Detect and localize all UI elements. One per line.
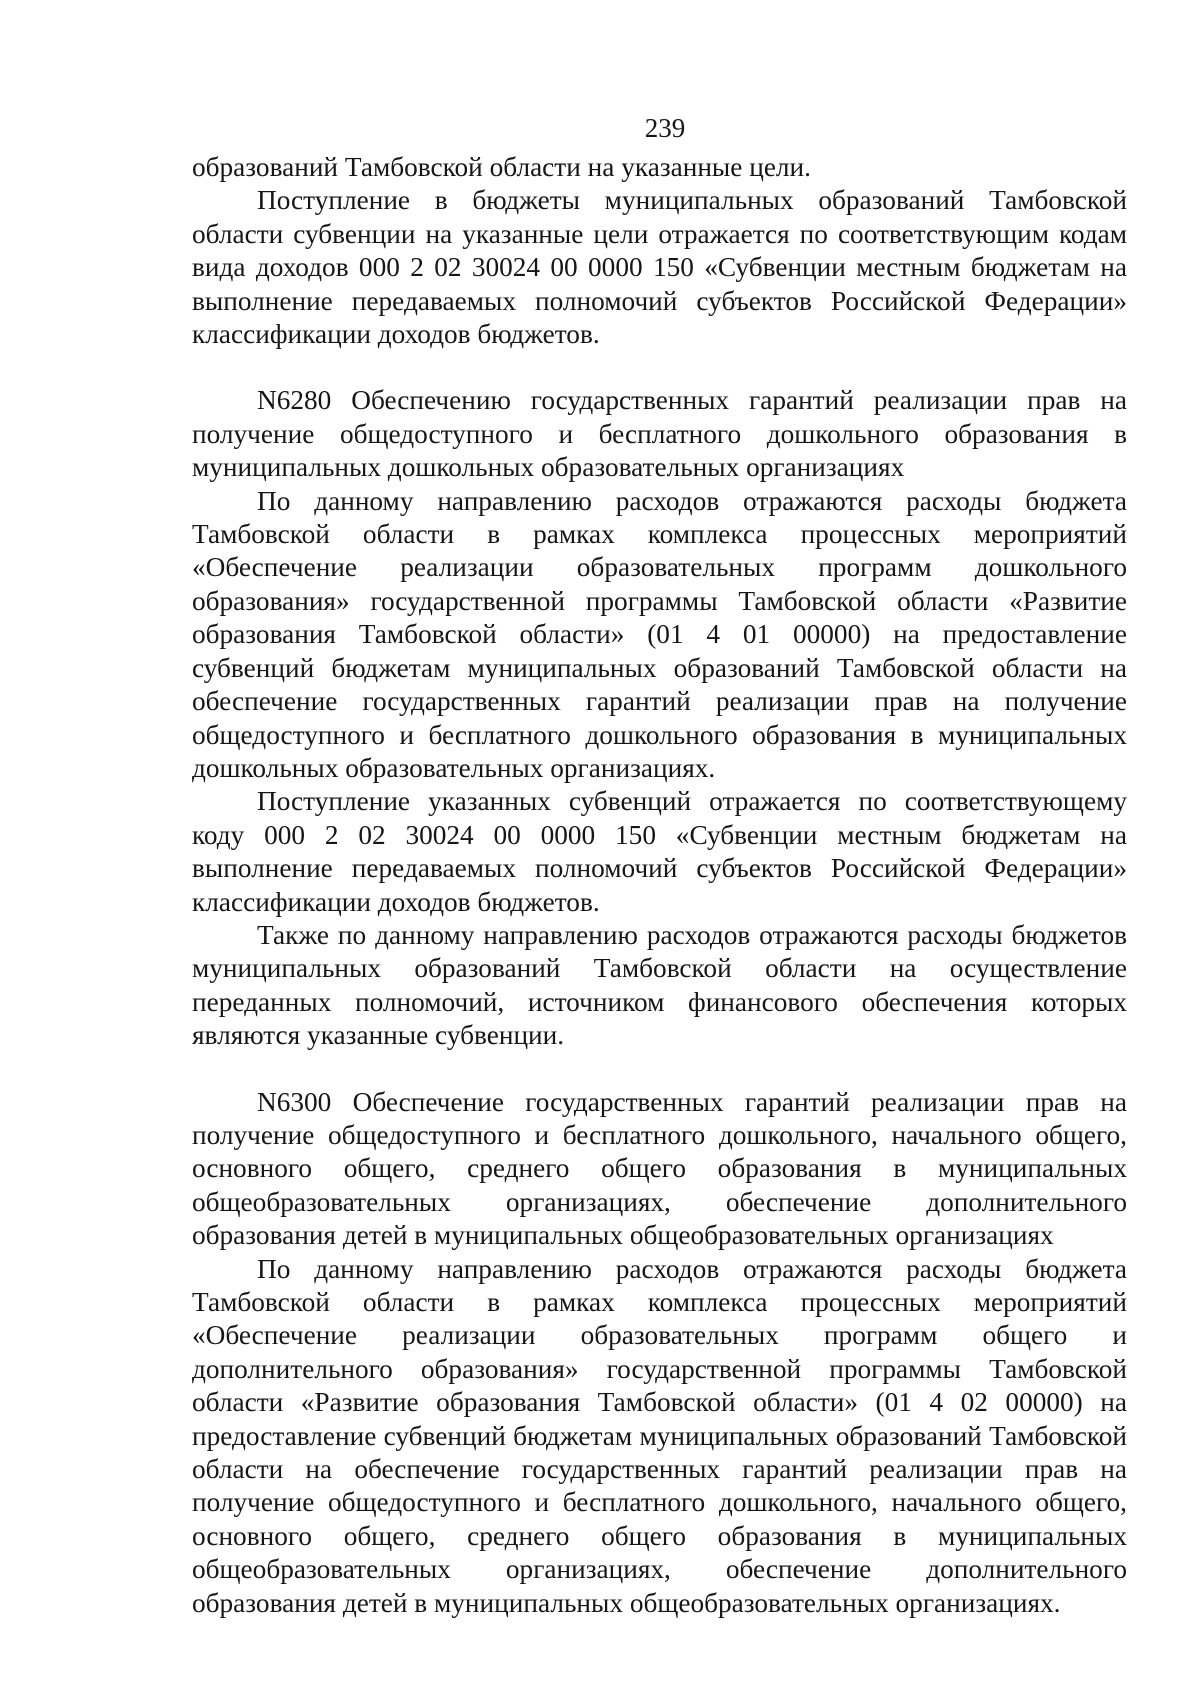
paragraph-n6280-municipal: Также по данному направлению расходов отражаются расходы бюджетов муниципальных образований Тамбовской области на осуществление переданных полномочий, источником финансового обеспечения которых являются указанные субвенции.: [192, 919, 1127, 1051]
paragraph-n6280-receipt: Поступление указанных субвенций отражается по соответствующему коду 000 2 02 30024 00 0000 150 «Субвенции местным бюджетам на выполнение передаваемых полномочий субъектов Российской Федерации» классификации доходов бюджетов.: [192, 786, 1127, 917]
section-heading-n6300: N6300 Обеспечение государственных гарантий реализации прав на получение общедоступного и бесплатного дошкольного, начального общего, основного общего, среднего общего образования в муниципальных общеобразовательных организациях, обеспечение дополнительного образования детей в муниципальных общеобразовательных организациях: [192, 1086, 1127, 1251]
paragraph-n6300-expenses: По данному направлению расходов отражаются расходы бюджета Тамбовской области в рамках комплекса процессных мероприятий «Обеспечение реализации образовательных программ общего и дополнительного образования» государственной программы Тамбовской области «Развитие образования Тамбовской области» (01 4 02 00000) на предоставление субвенций бюджетам муниципальных образований Тамбовской области на обеспечение государственных гарантий реализации прав на получение общедоступного и бесплатного дошкольного, начального общего, основного общего, среднего общего образования в муниципальных общеобразовательных организациях, обеспечение дополнительного образования детей в муниципальных общеобразовательных организациях.: [192, 1253, 1127, 1618]
paragraph-income-receipt: Поступление в бюджеты муниципальных образований Тамбовской области субвенции на указанные цели отражается по соответствующим кодам вида доходов 000 2 02 30024 00 0000 150 «Субвенции местным бюджетам на выполнение передаваемых полномочий субъектов Российской Федерации» классификации доходов бюджетов.: [192, 185, 1127, 350]
page-number: 239: [644, 113, 686, 143]
paragraph-n6280-expenses: По данному направлению расходов отражаются расходы бюджета Тамбовской области в рамках комплекса процессных мероприятий «Обеспечение реализации образовательных программ дошкольного образования» государственной программы Тамбовской области «Развитие образования Тамбовской области» (01 4 01 00000) на предоставление субвенций бюджетам муниципальных образований Тамбовской области на обеспечение государственных гарантий реализации прав на получение общедоступного и бесплатного дошкольного образования в муниципальных дошкольных образовательных организациях.: [192, 485, 1127, 783]
paragraph-continuation: образований Тамбовской области на указанные цели.: [192, 152, 811, 182]
section-heading-n6280: N6280 Обеспечению государственных гарантий реализации прав на получение общедоступного и бесплатного дошкольного образования в муниципальных дошкольных образовательных организациях: [192, 385, 1127, 483]
document-body: [192, 151, 1127, 1620]
